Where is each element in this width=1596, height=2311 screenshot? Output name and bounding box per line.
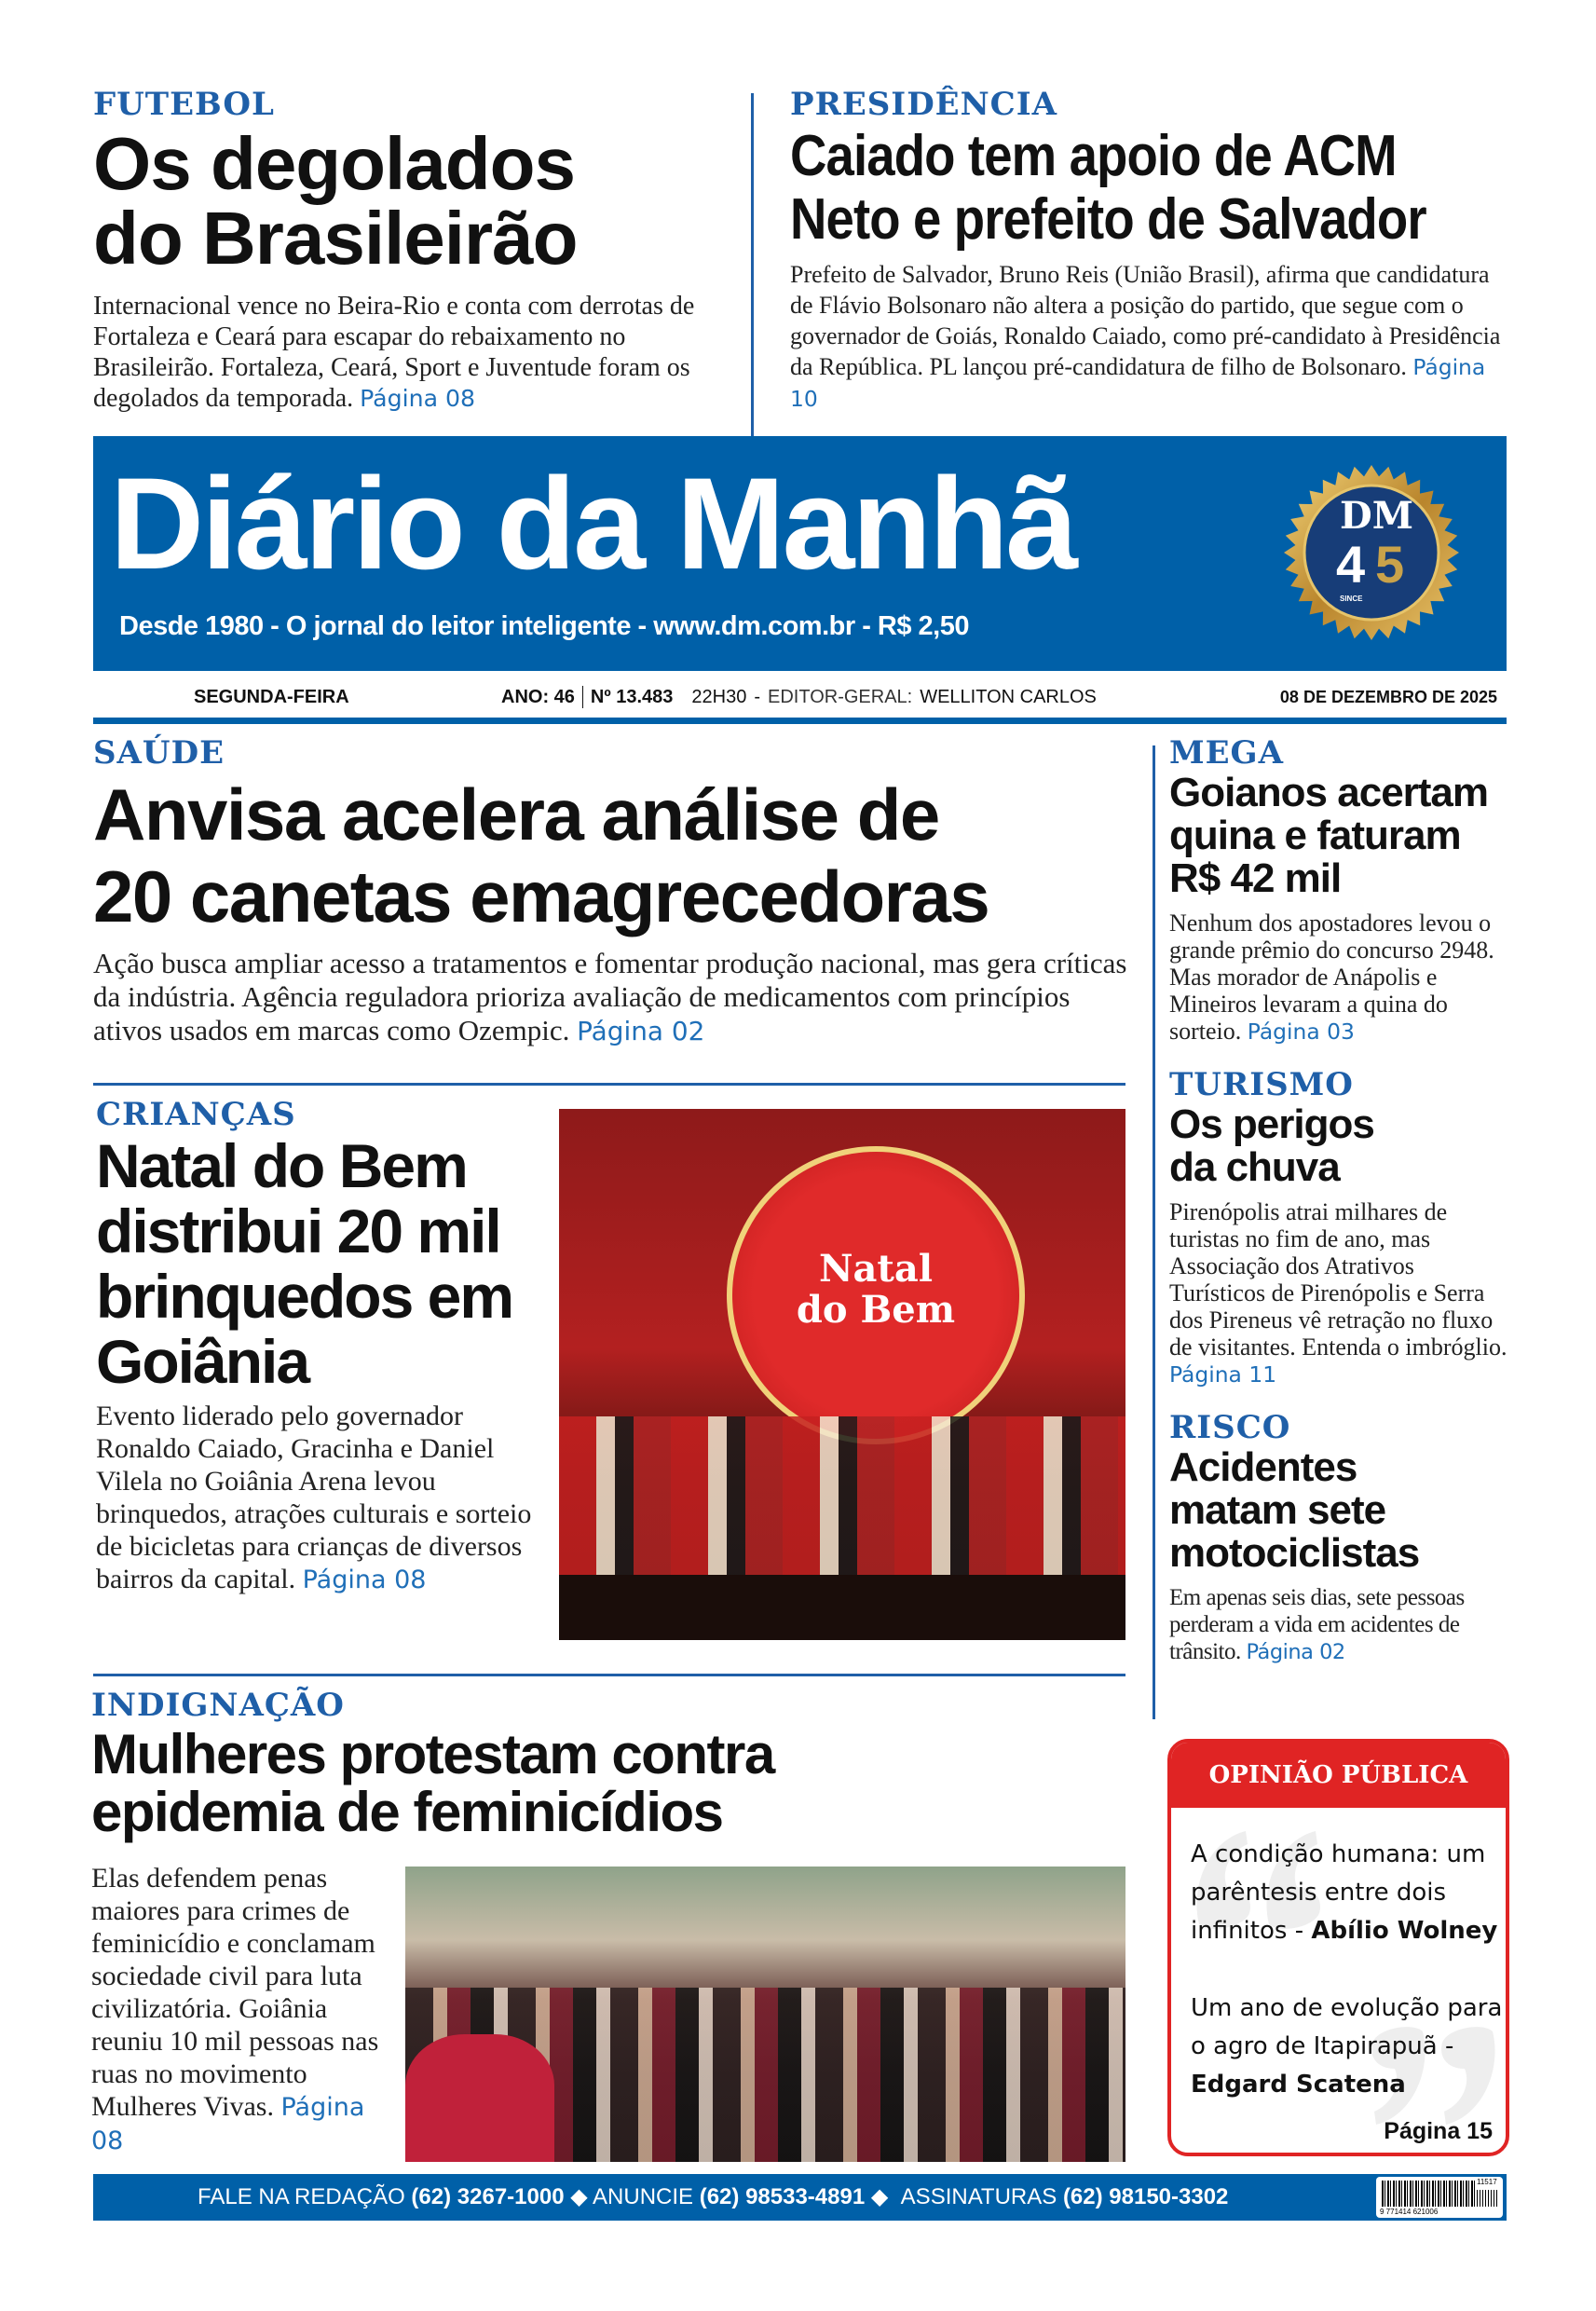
kicker: FUTEBOL (93, 86, 275, 123)
headline[interactable]: Acidentes matam sete motociclistas (1169, 1444, 1420, 1576)
edition-number: Nº 13.483 (590, 687, 674, 707)
page-link[interactable]: Página 02 (577, 1016, 705, 1046)
divider (582, 686, 583, 708)
story-presidencia[interactable] (790, 86, 1512, 415)
page-link[interactable]: Página 10 (790, 354, 1486, 412)
kicker: RISCO (1169, 1409, 1291, 1446)
editor-name: WELLITON CARLOS (920, 687, 1097, 707)
edition-time: 22H30 (691, 687, 747, 707)
summary: Pirenópolis atrai milhares de turistas no fim de ano, mas Associação dos Atrativos Turísticos de Pirenópolis e Serra dos Pireneus vê retração no fluxo de visitantes. Entenda o imbróglio. Página 11 (1169, 1198, 1507, 1388)
page-link[interactable]: Página 02 (1246, 1640, 1345, 1664)
kicker: MEGA (1169, 734, 1284, 772)
story-risco[interactable] (1169, 1409, 1514, 1666)
headline[interactable]: Natal do Bem distribui 20 mil brinquedos em Goiânia (96, 1131, 513, 1396)
section-rule (93, 1674, 1125, 1676)
photo-sign: Natal do Bem (796, 1247, 956, 1332)
kicker: PRESIDÊNCIA (790, 86, 1058, 123)
newspaper-title[interactable]: Diário da Manhã (110, 450, 1076, 596)
page-link[interactable]: Página 08 (91, 2093, 365, 2155)
barcode (1376, 2177, 1503, 2218)
opinion-box[interactable] (1167, 1739, 1509, 2156)
headline[interactable]: Os perigos da chuva (1169, 1101, 1374, 1190)
kicker: CRIANÇAS (96, 1096, 296, 1133)
page-link[interactable]: Página 03 (1247, 1019, 1355, 1045)
separator: - (754, 687, 760, 707)
diamond-icon: ◆ (870, 2184, 889, 2209)
barcode-code: 11517 (1477, 2178, 1497, 2186)
date: 08 DE DEZEMBRO DE 2025 (1279, 688, 1497, 706)
ads-label: ANUNCIE (593, 2184, 694, 2209)
opinion-item[interactable]: Um ano de evolução para o agro de Itapirapuã - Edgard Scatena (1191, 1994, 1503, 2099)
newsroom-label: FALE NA REDAÇÃO (198, 2184, 405, 2209)
page-link[interactable]: Página 11 (1169, 1361, 1277, 1388)
weekday: SEGUNDA-FEIRA (194, 687, 349, 707)
diamond-icon: ◆ (570, 2184, 588, 2209)
editor-label: EDITOR-GERAL: (768, 687, 913, 707)
dm45-badge (1278, 464, 1465, 641)
badge-4: 4 (1336, 535, 1366, 594)
kicker: SAÚDE (93, 734, 225, 772)
page-link[interactable]: Página 08 (360, 385, 476, 412)
subs-label: ASSINATURAS (900, 2184, 1057, 2209)
story-indignacao[interactable] (91, 1687, 1125, 1841)
masthead (93, 436, 1507, 671)
badge-since: SINCE (1340, 595, 1363, 603)
dateline (93, 683, 1507, 711)
summary: Evento liderado pelo governador Ronaldo Caiado, Gracinha e Daniel Vilela no Goiânia Arena levou brinquedos, atrações culturais e sorteio de bicicletas para crianças de diversos bairros da capital. Página 08 (96, 1401, 532, 1594)
sidebar (1169, 734, 1514, 1687)
story-saude[interactable] (93, 734, 1132, 1048)
story-mega[interactable] (1169, 734, 1514, 1046)
protest-summary: Elas defendem penas maiores para crimes de feminicídio e conclamam sociedade civil para luta civilizatória. Goiânia reuniu 10 mil pessoas nas ruas no movimento Mulheres Vivas. Página 08 (91, 1863, 379, 2155)
summary: Internacional vence no Beira-Rio e conta com derrotas de Fortaleza e Ceará para escapar do rebaixamento no Brasileirão. Fortaleza, Ceará, Sport e Juventude foram os degolados da temporada. Página 08 (93, 292, 695, 413)
story-futebol[interactable] (93, 86, 736, 414)
headline[interactable]: Mulheres protestam contra epidemia de feminicídios (91, 1723, 774, 1843)
edition-year: ANO: 46 (501, 687, 575, 707)
seal-icon (1278, 464, 1465, 641)
sidebar-divider (1153, 745, 1155, 1719)
section-rule (93, 1083, 1125, 1086)
kicker: INDIGNAÇÃO (91, 1687, 345, 1724)
page-link[interactable]: Página 15 (1384, 2118, 1493, 2144)
summary: Em apenas seis dias, sete pessoas perderam a vida em acidentes de trânsito. Página 02 (1169, 1585, 1465, 1664)
ads-phone[interactable]: (62) 98533-4891 (699, 2184, 866, 2209)
opinion-title: OPINIÃO PÚBLICA (1171, 1743, 1506, 1808)
subs-phone[interactable]: (62) 98150-3302 (1062, 2184, 1229, 2209)
summary: Nenhum dos apostadores levou o grande prêmio do concurso 2948. Mas morador de Anápolis e Mineiros levaram a quina do sorteio. Página 03 (1169, 909, 1494, 1045)
summary: Ação busca ampliar acesso a tratamentos e fomentar produção nacional, mas gera críticas da indústria. Agência reguladora prioriza avaliação de medicamentos com princípios ativos usados em marcas como Ozempic. Página 02 (93, 947, 1127, 1046)
tagline: Desde 1980 - O jornal do leitor inteligente - www.dm.com.br - R$ 2,50 (119, 611, 969, 641)
badge-5: 5 (1375, 535, 1405, 594)
headline[interactable]: Caiado tem apoio de ACM Neto e prefeito de Salvador (790, 124, 1426, 252)
newsroom-phone[interactable]: (62) 3267-1000 (411, 2184, 565, 2209)
column-divider (751, 93, 754, 436)
headline[interactable]: Goianos acertam quina e faturam R$ 42 mil (1169, 770, 1489, 901)
footer-bar (93, 2174, 1507, 2221)
summary: Prefeito de Salvador, Bruno Reis (União Brasil), afirma que candidatura de Flávio Bolsonaro não altera a posição do partido, que segue com o governador de Goiás, Ronaldo Caiado, como pré-candidato à Presidência da República. PL lançou pré-candidatura de filho de Bolsonaro. Página 10 (790, 261, 1501, 412)
protest-photo (405, 1867, 1125, 2162)
natal-do-bem-photo (559, 1109, 1125, 1640)
kicker: TURISMO (1169, 1066, 1354, 1103)
dateline-rule (93, 718, 1507, 724)
story-turismo[interactable] (1169, 1066, 1514, 1388)
badge-dm: DM (1340, 494, 1413, 538)
barcode-number: 9 771414 621006 (1380, 2208, 1439, 2216)
page-link[interactable]: Página 08 (302, 1566, 427, 1594)
story-criancas[interactable] (96, 1096, 552, 1596)
headline[interactable]: Os degolados do Brasileirão (93, 122, 578, 280)
opinion-item[interactable]: A condição humana: um parêntesis entre dois infinitos - Abílio Wolney (1191, 1840, 1498, 1945)
headline[interactable]: Anvisa acelera análise de 20 canetas emagrecedoras (93, 773, 989, 937)
